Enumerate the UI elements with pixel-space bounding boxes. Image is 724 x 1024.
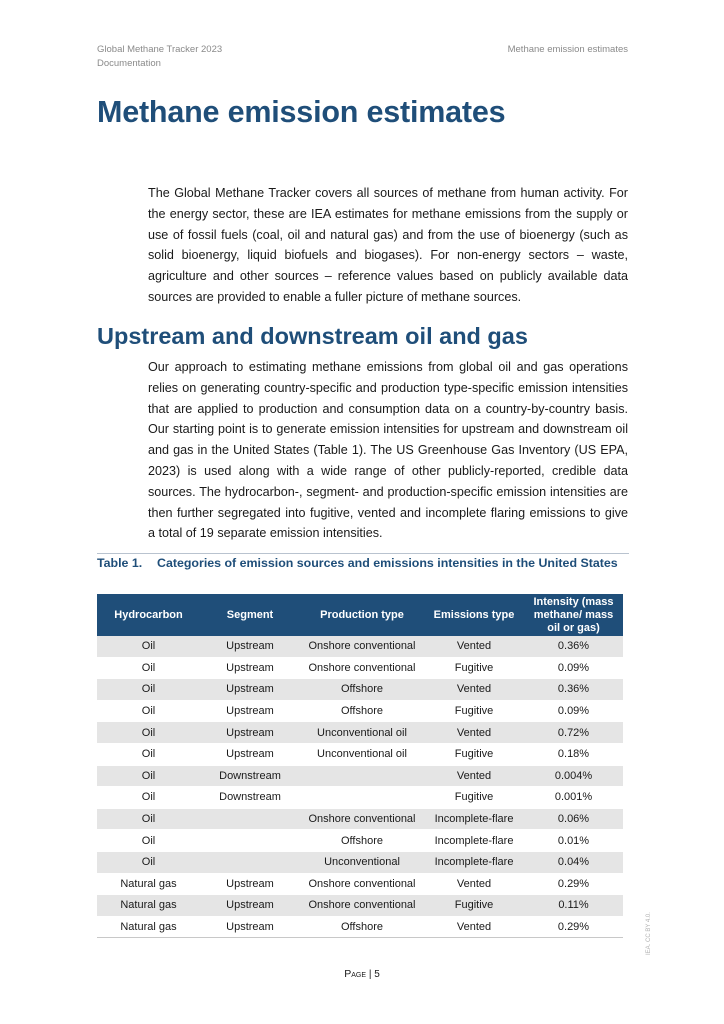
table-cell — [200, 808, 300, 830]
table-cell: Fugitive — [424, 657, 524, 679]
table-cell: 0.36% — [524, 636, 623, 657]
table-cell: Incomplete-flare — [424, 808, 524, 830]
table-cell: Oil — [97, 743, 200, 765]
table-cell: Upstream — [200, 895, 300, 917]
table-cell: Onshore conventional — [300, 895, 424, 917]
table-cell: Oil — [97, 700, 200, 722]
table-cell: Vented — [424, 636, 524, 657]
table-cell: 0.36% — [524, 679, 623, 701]
table-row — [97, 636, 623, 657]
table-row — [97, 830, 623, 852]
table-cell: Fugitive — [424, 787, 524, 809]
table-cell: Oil — [97, 808, 200, 830]
page-number: 5 — [374, 969, 380, 980]
table-row — [97, 787, 623, 809]
table-cell: 0.72% — [524, 722, 623, 744]
table-cell: Downstream — [200, 787, 300, 809]
col-header: Intensity (mass methane/ mass oil or gas) — [524, 594, 623, 636]
table-row — [97, 873, 623, 895]
report-title: Global Methane Tracker 2023 — [97, 44, 223, 55]
table-cell: Upstream — [200, 679, 300, 701]
table-row — [97, 808, 623, 830]
table-cell: Upstream — [200, 636, 300, 657]
table-caption — [97, 553, 629, 571]
table-cell: Onshore conventional — [300, 873, 424, 895]
table-row — [97, 657, 623, 679]
table-row — [97, 916, 623, 938]
table-cell: Oil — [97, 679, 200, 701]
table-cell: Oil — [97, 636, 200, 657]
table-cell: Offshore — [300, 700, 424, 722]
intro-paragraph: The Global Methane Tracker covers all sources of methane from human activity. For the energy sector, these are IEA estimates for methane emissions from the supply or use of fossil fuels (coal, oil and natural gas) and from the use of bioenergy (such as solid bioenergy, liquid biofuels and biogases). For non-energy sectors – waste, agriculture and other sources – reference values based on publicly available data sources are provided to enable a fuller picture of methane sources. — [148, 186, 628, 304]
table-cell: 0.001% — [524, 787, 623, 809]
table-cell — [200, 851, 300, 873]
table-row — [97, 700, 623, 722]
table-cell: Fugitive — [424, 700, 524, 722]
page-separator: | — [368, 969, 372, 980]
page-footer — [0, 968, 724, 980]
table-cell — [200, 830, 300, 852]
table-cell: Vented — [424, 765, 524, 787]
table-cell: Upstream — [200, 657, 300, 679]
col-header: Hydrocarbon — [97, 594, 200, 636]
table-cell: Vented — [424, 916, 524, 938]
table-cell: Oil — [97, 851, 200, 873]
section-paragraph: Our approach to estimating methane emissions from global oil and gas operations relies on generating country-specific and production type-specific emission intensities that are applied to production and consumption data on a country-by-country basis. Our starting point is to generate emission intensities for upstream and downstream oil and gas in the United States (Table 1). The US Greenhouse Gas Inventory (US EPA, 2023) is used along with a wide range of other publicly-reported, credible data sources. The hydrocarbon-, segment- and production-specific emission intensities are then further segregated into fugitive, vented and incomplete flaring emissions to give a total of 19 separate emission intensities. — [148, 360, 628, 541]
table-cell: Oil — [97, 787, 200, 809]
table-cell: Vented — [424, 679, 524, 701]
table-cell: Incomplete-flare — [424, 830, 524, 852]
table-cell: Natural gas — [97, 873, 200, 895]
table-cell: Unconventional oil — [300, 722, 424, 744]
table-cell: 0.06% — [524, 808, 623, 830]
table-cell: 0.29% — [524, 916, 623, 938]
table-cell: 0.18% — [524, 743, 623, 765]
table-cell: Upstream — [200, 873, 300, 895]
table-row — [97, 722, 623, 744]
table-number: Table 1. — [97, 556, 143, 570]
running-header-left — [97, 43, 222, 71]
table-cell: 0.004% — [524, 765, 623, 787]
table-cell — [300, 787, 424, 809]
table-row — [97, 851, 623, 873]
table-cell: 0.29% — [524, 873, 623, 895]
running-header-right: Methane emission estimates — [507, 44, 628, 55]
table-cell: Onshore conventional — [300, 636, 424, 657]
page-label: Page — [344, 968, 367, 980]
table-row — [97, 679, 623, 701]
table-cell: Vented — [424, 722, 524, 744]
table-cell: Upstream — [200, 916, 300, 938]
table-cell: Upstream — [200, 700, 300, 722]
report-subtitle: Documentation — [97, 58, 161, 69]
table-cell: Unconventional oil — [300, 743, 424, 765]
table-cell: Offshore — [300, 916, 424, 938]
table-cell: Fugitive — [424, 895, 524, 917]
table-cell: 0.09% — [524, 700, 623, 722]
page-title: Methane emission estimates — [97, 95, 506, 129]
table-row — [97, 765, 623, 787]
section-heading: Upstream and downstream oil and gas — [97, 323, 528, 349]
table-row — [97, 895, 623, 917]
table-row — [97, 743, 623, 765]
table-cell: Incomplete-flare — [424, 851, 524, 873]
table-cell: Fugitive — [424, 743, 524, 765]
license-note: IEA. CC BY 4.0. — [646, 912, 652, 955]
table-cell: Oil — [97, 657, 200, 679]
table-cell: Vented — [424, 873, 524, 895]
table-cell: 0.01% — [524, 830, 623, 852]
col-header: Emissions type — [424, 594, 524, 636]
table-cell: Onshore conventional — [300, 808, 424, 830]
table-cell: Oil — [97, 765, 200, 787]
col-header: Production type — [300, 594, 424, 636]
table-cell: Onshore conventional — [300, 657, 424, 679]
table-cell: Oil — [97, 830, 200, 852]
table-cell: Upstream — [200, 722, 300, 744]
table-cell: Offshore — [300, 830, 424, 852]
table-cell: Natural gas — [97, 916, 200, 938]
table-cell: Oil — [97, 722, 200, 744]
table-cell: Downstream — [200, 765, 300, 787]
table-cell: Upstream — [200, 743, 300, 765]
table-cell: Natural gas — [97, 895, 200, 917]
emission-intensity-table — [97, 594, 623, 938]
col-header: Segment — [200, 594, 300, 636]
table-cell — [300, 765, 424, 787]
table-cell: Unconventional — [300, 851, 424, 873]
table-cell: Offshore — [300, 679, 424, 701]
table-cell: 0.09% — [524, 657, 623, 679]
table-cell: 0.04% — [524, 851, 623, 873]
table-cell: 0.11% — [524, 895, 623, 917]
table-header-row — [97, 594, 623, 636]
table-caption-text: Categories of emission sources and emissions intensities in the United States — [157, 556, 618, 570]
